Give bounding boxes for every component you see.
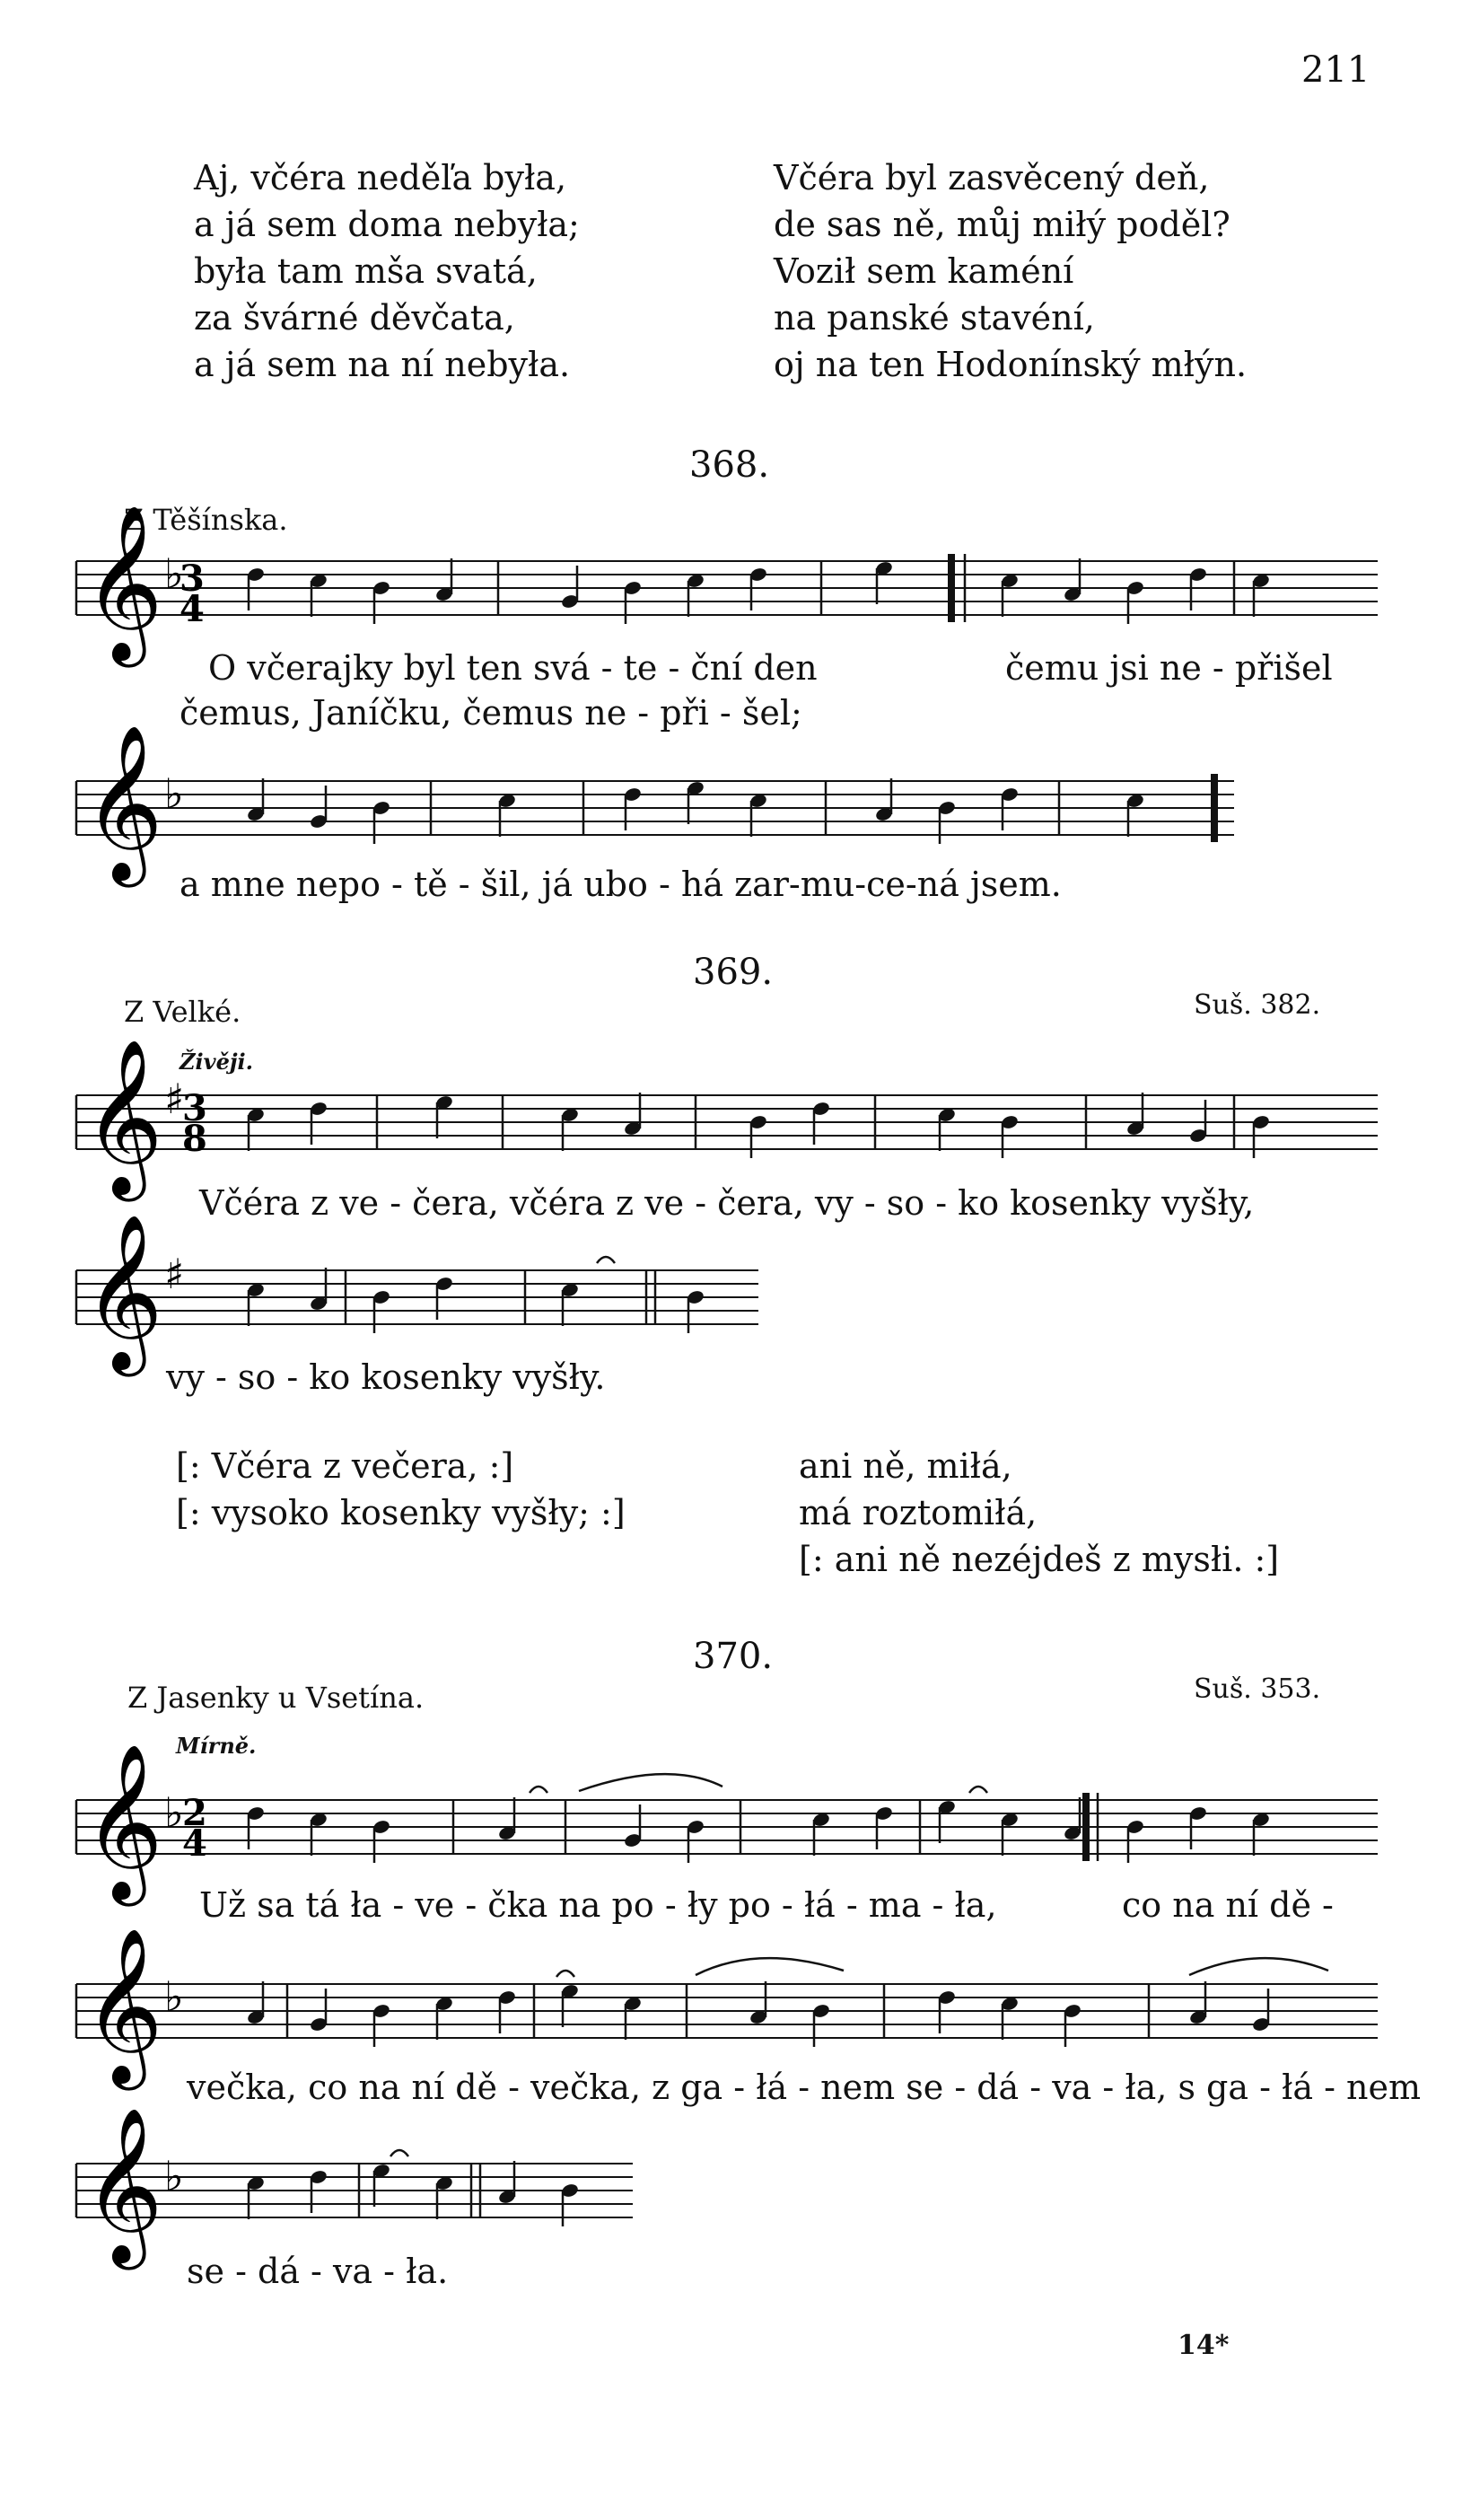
sharp-icon: ♯ bbox=[164, 1250, 185, 1298]
time-signature-bottom: 4 bbox=[180, 588, 205, 630]
lyric-line: vy - so - ko kosenky vyšły. bbox=[166, 1357, 606, 1397]
verse-line: ani ně, miłá, bbox=[799, 1446, 1012, 1486]
fermata-icon bbox=[597, 1257, 615, 1263]
sharp-icon: ♯ bbox=[164, 1075, 185, 1123]
lyric-line: Už sa tá ła - ve - čka na po - ły po - łá - ma - ła, bbox=[199, 1885, 997, 1925]
time-signature-top: 3 bbox=[180, 558, 205, 600]
staff-lines bbox=[76, 1800, 1378, 1854]
tempo-marking: Živěji. bbox=[180, 1049, 254, 1075]
verse-line: a já sem doma nebyła; bbox=[194, 205, 580, 244]
flat-icon: ♭ bbox=[164, 1972, 184, 2021]
treble-clef-icon: 𝄞 bbox=[83, 1039, 163, 1195]
music-staff bbox=[76, 724, 1234, 881]
signature-mark: 14* bbox=[1178, 2330, 1230, 2361]
verse-right bbox=[774, 154, 1247, 388]
song-origin: Z Těšínska. bbox=[124, 503, 288, 537]
flat-icon: ♭ bbox=[164, 1788, 184, 1837]
time-signature-top: 2 bbox=[182, 1792, 207, 1834]
verse-left bbox=[176, 1443, 626, 1536]
flat-icon: ♭ bbox=[164, 549, 184, 598]
lyric-line: a mne nepo - tě - šil, já ubo - há zar-mu-ce-ná jsem. bbox=[180, 865, 1062, 904]
lyric-line: čemu jsi ne - přišel bbox=[1005, 648, 1333, 688]
verse-left bbox=[194, 154, 580, 388]
verse-line: Aj, včéra neděľa była, bbox=[194, 158, 567, 198]
staff-lines bbox=[76, 561, 1378, 615]
treble-clef-icon: 𝄞 bbox=[83, 1927, 163, 2084]
verse-line: oj na ten Hodonínský młýn. bbox=[774, 345, 1248, 384]
flat-icon: ♭ bbox=[164, 2152, 184, 2200]
lyric-line: večka, co na ní dě - večka, z ga - łá - nem se - dá - va - ła, s ga - łá - nem bbox=[187, 2068, 1421, 2107]
verse-line: była tam mša svatá, bbox=[194, 251, 538, 291]
song-number: 368. bbox=[689, 444, 770, 486]
verse-line: a já sem na ní nebyła. bbox=[194, 345, 571, 384]
verse-line: Voził sem kaméní bbox=[774, 251, 1074, 291]
lyric-line: co na ní dě - bbox=[1122, 1885, 1334, 1925]
page-number: 211 bbox=[1301, 49, 1371, 91]
verse-line: [: Včéra z večera, :] bbox=[176, 1446, 514, 1486]
time-signature-bottom: 4 bbox=[182, 1822, 207, 1865]
verse-line: [: vysoko kosenky vyšły; :] bbox=[176, 1493, 626, 1532]
verse-line: Včéra byl zasvěcený deň, bbox=[774, 158, 1210, 198]
verse-line: má roztomiłá, bbox=[799, 1493, 1038, 1532]
slur bbox=[579, 1774, 722, 1791]
verse-line: de sas ně, můj miłý poděl? bbox=[774, 205, 1230, 244]
music-staff bbox=[76, 2107, 633, 2263]
music-staff bbox=[76, 1214, 758, 1370]
tempo-marking: Mírně. bbox=[176, 1733, 257, 1759]
time-signature-top: 3 bbox=[182, 1087, 207, 1129]
song-number: 370. bbox=[693, 1636, 774, 1677]
treble-clef-icon: 𝄞 bbox=[83, 1743, 163, 1900]
slur bbox=[1189, 1958, 1328, 1975]
lyric-line: se - dá - va - ła. bbox=[187, 2252, 449, 2291]
verse-line: [: ani ně nezéjdeš z mysłi. :] bbox=[799, 1540, 1280, 1579]
slur bbox=[696, 1958, 844, 1975]
lyric-line: O včerajky byl ten svá - te - ční den bbox=[208, 648, 818, 688]
fermata-icon bbox=[969, 1787, 987, 1793]
verse-line: za švárné děvčata, bbox=[194, 298, 515, 338]
treble-clef-icon: 𝄞 bbox=[83, 724, 163, 881]
music-staff bbox=[76, 1927, 1378, 2084]
treble-clef-icon: 𝄞 bbox=[83, 2107, 163, 2263]
song-origin: Z Velké. bbox=[124, 995, 241, 1029]
verse-line: na panské stavéní, bbox=[774, 298, 1095, 338]
verse-right bbox=[799, 1443, 1279, 1583]
time-signature-bottom: 8 bbox=[182, 1118, 207, 1160]
lyric-line: čemus, Janíčku, čemus ne - při - šel; bbox=[180, 693, 802, 733]
fermata-icon bbox=[530, 1787, 547, 1793]
fermata-icon bbox=[556, 1971, 574, 1977]
staff-lines bbox=[76, 1095, 1378, 1149]
song-origin: Z Jasenky u Vsetína. bbox=[127, 1681, 425, 1715]
staff-lines bbox=[76, 1984, 1378, 2038]
lyric-line: Včéra z ve - čera, včéra z ve - čera, vy - so - ko kosenky vyšły, bbox=[199, 1183, 1255, 1223]
time-signature bbox=[79, 548, 205, 637]
flat-icon: ♭ bbox=[164, 769, 184, 818]
treble-clef-icon: 𝄞 bbox=[83, 505, 163, 661]
staff-lines bbox=[76, 781, 1234, 835]
song-number: 369. bbox=[693, 952, 774, 993]
song-reference: Suš. 382. bbox=[1194, 989, 1321, 1021]
song-reference: Suš. 353. bbox=[1194, 1673, 1321, 1705]
treble-clef-icon: 𝄞 bbox=[83, 1214, 163, 1370]
fermata-icon bbox=[390, 2150, 408, 2156]
